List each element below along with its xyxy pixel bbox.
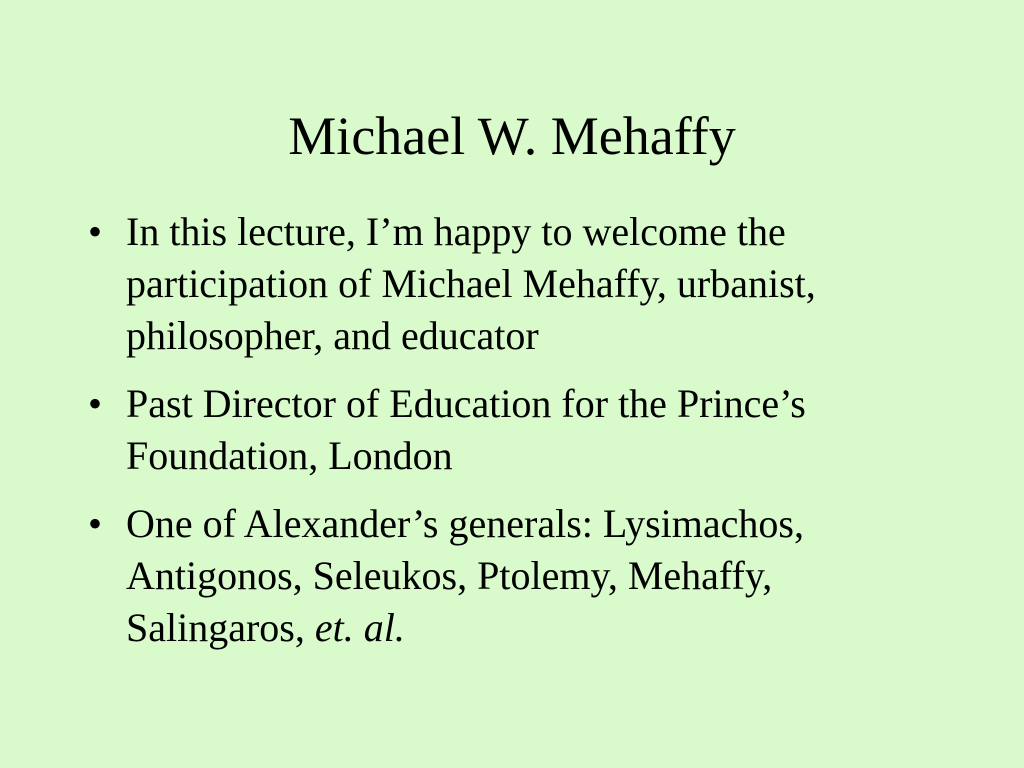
bullet-item (78, 498, 938, 654)
bullet-item (78, 378, 938, 482)
bullet-icon: • (88, 381, 103, 426)
bullet-icon: • (88, 501, 103, 546)
bullet-italic-text: et. al. (314, 605, 405, 650)
slide-title: Michael W. Mehaffy (288, 106, 736, 166)
bullet-text: In this lecture, I’m happy to welcome the participation of Michael Mehaffy, urbanist, philosopher, and educator (126, 209, 816, 358)
bullet-text: Past Director of Education for the Prince’s Foundation, London (126, 381, 806, 478)
bullet-text: One of Alexander’s generals: Lysimachos, Antigonos, Seleukos, Ptolemy, Mehaffy, Salingaros, (126, 501, 804, 650)
bullet-list (78, 206, 938, 670)
bullet-icon: • (88, 209, 103, 254)
bullet-item (78, 206, 938, 362)
